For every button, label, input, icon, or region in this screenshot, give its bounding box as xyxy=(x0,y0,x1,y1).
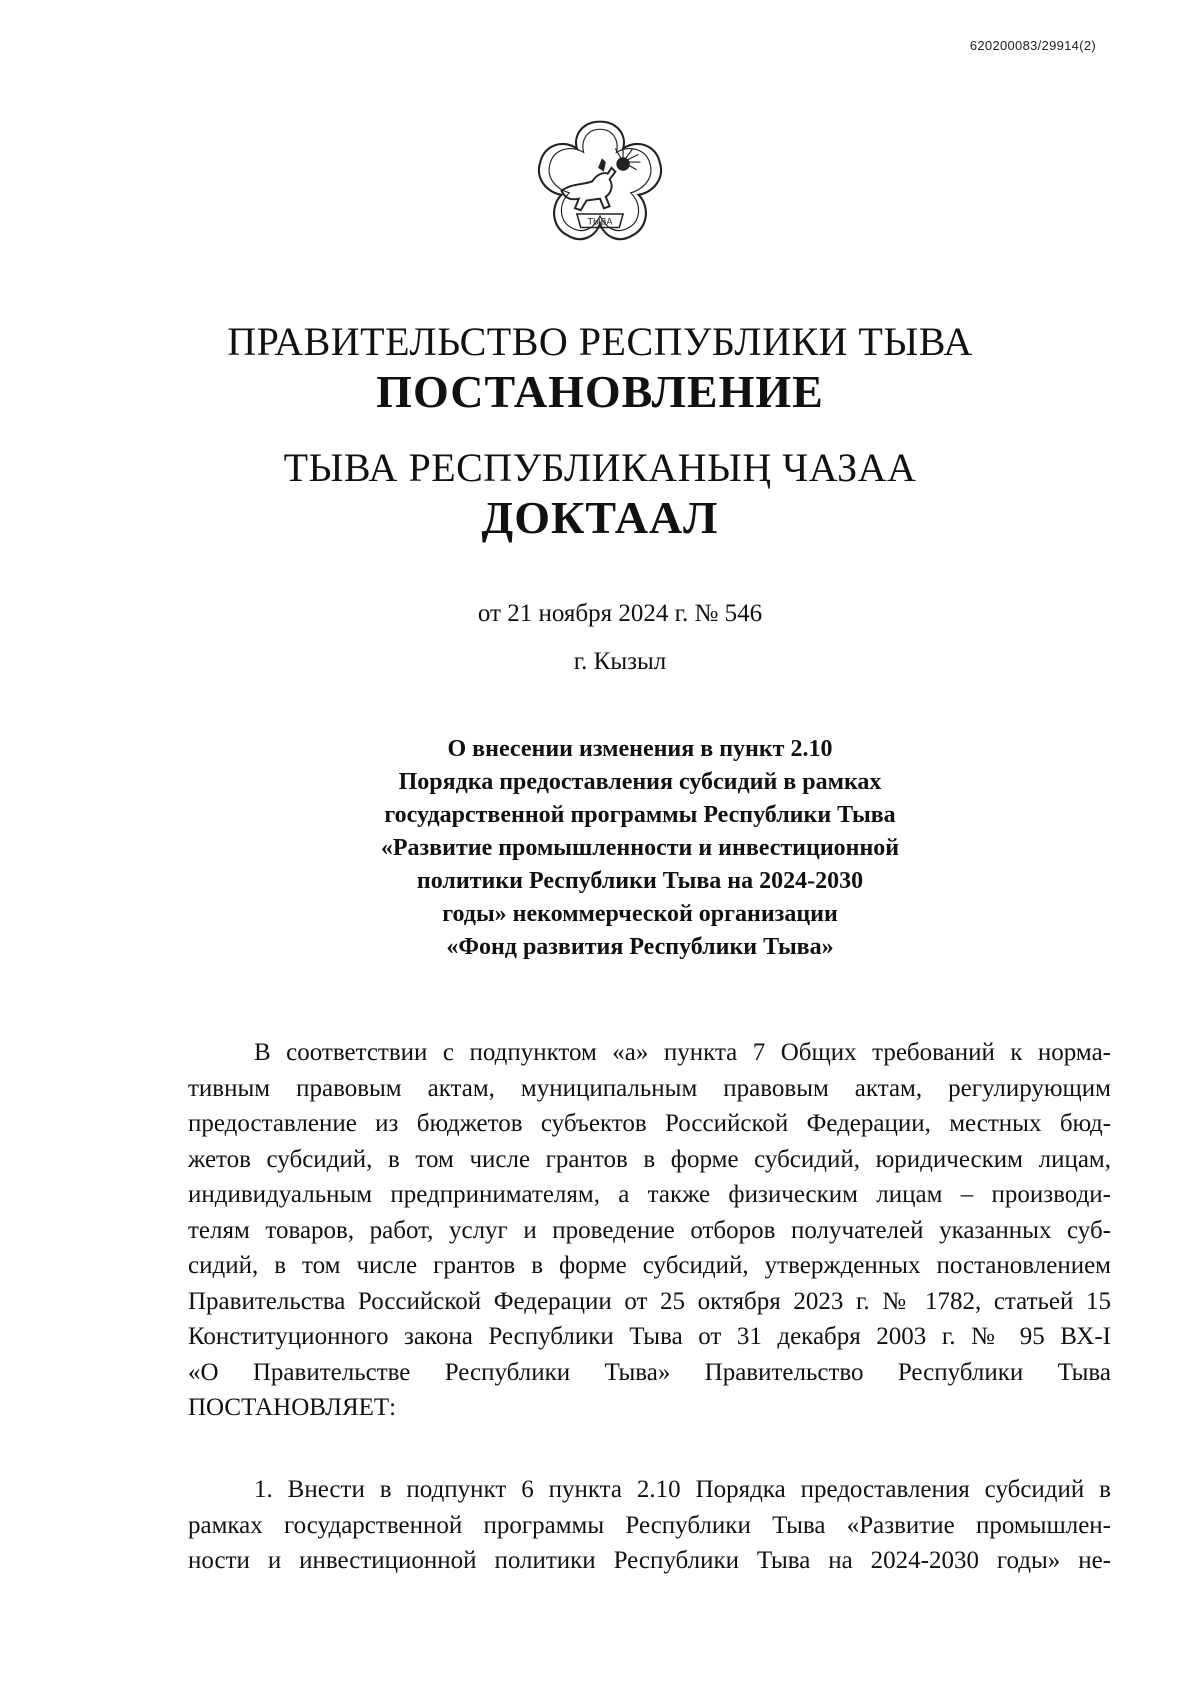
text-line: тивным правовым актам, муниципальным правовым актам, регулирующим xyxy=(188,1074,1111,1102)
text-line: ности и инвестиционной политики Республики Тыва на 2024-2030 годы» не- xyxy=(188,1547,1111,1574)
government-name-tyv: ТЫВА РЕСПУБЛИКАНЫҢ ЧАЗАА xyxy=(283,445,917,490)
title-line: «Фонд развития Республики Тыва» xyxy=(446,934,834,960)
svg-text:ТЫВА: ТЫВА xyxy=(587,217,613,228)
text-line: рамках государственной программы Республики Тыва «Развитие промышлен- xyxy=(188,1511,1111,1539)
text-line: «О Правительстве Республики Тыва» Правительство Республики Тыва xyxy=(188,1358,1111,1386)
text-line: жетов субсидий, в том числе грантов в форме субсидий, юридическим лицам, xyxy=(188,1145,1111,1173)
government-name-ru: ПРАВИТЕЛЬСТВО РЕСПУБЛИКИ ТЫВА xyxy=(227,319,973,364)
text-line: сидий, в том числе грантов в форме субсидий, утвержденных постановлением xyxy=(188,1252,1111,1279)
text-line: Конституционного закона Республики Тыва от 31 декабря 2003 г. № 95 ВХ-I xyxy=(188,1323,1111,1350)
text-line: предоставление из бюджетов субъектов Российской Федерации, местных бюд- xyxy=(188,1110,1111,1137)
title-line: государственной программы Республики Тыва xyxy=(384,802,896,828)
act-type-tyv: ДОКТААЛ xyxy=(481,492,719,543)
title-line: политики Республики Тыва на 2024-2030 xyxy=(416,868,864,894)
preamble-paragraph xyxy=(188,1035,1111,1426)
coat-of-arms-emblem xyxy=(523,112,677,266)
text-line: ПОСТАНОВЛЯЕТ: xyxy=(188,1394,397,1421)
text-line: В соответствии с подпунктом «а» пункта 7 Общих требований к норма- xyxy=(254,1039,1111,1066)
text-line: Правительства Российской Федерации от 25 октября 2023 г. № 1782, статьей 15 xyxy=(188,1287,1111,1315)
title-line: Порядка предоставления субсидий в рамках xyxy=(398,769,882,795)
city: г. Кызыл xyxy=(573,648,667,675)
text-line: 1. Внести в подпункт 6 пункта 2.10 Порядка предоставления субсидий в xyxy=(254,1476,1111,1503)
act-type-ru: ПОСТАНОВЛЕНИЕ xyxy=(376,366,824,417)
title-line: годы» некоммерческой организации xyxy=(442,901,838,927)
title-line: О внесении изменения в пункт 2.10 xyxy=(447,736,833,762)
document-title xyxy=(340,733,940,964)
text-line: телям товаров, работ, услуг и проведение отборов получателей указанных суб- xyxy=(188,1216,1111,1244)
text-line: индивидуальным предпринимателям, а также физическим лицам – производи- xyxy=(188,1181,1111,1208)
date-and-number: от 21 ноября 2024 г. № 546 xyxy=(477,600,763,627)
title-line: «Развитие промышленности и инвестиционной xyxy=(380,835,900,861)
clause-1-paragraph xyxy=(188,1472,1111,1579)
document-code: 620200083/29914(2) xyxy=(969,38,1096,53)
